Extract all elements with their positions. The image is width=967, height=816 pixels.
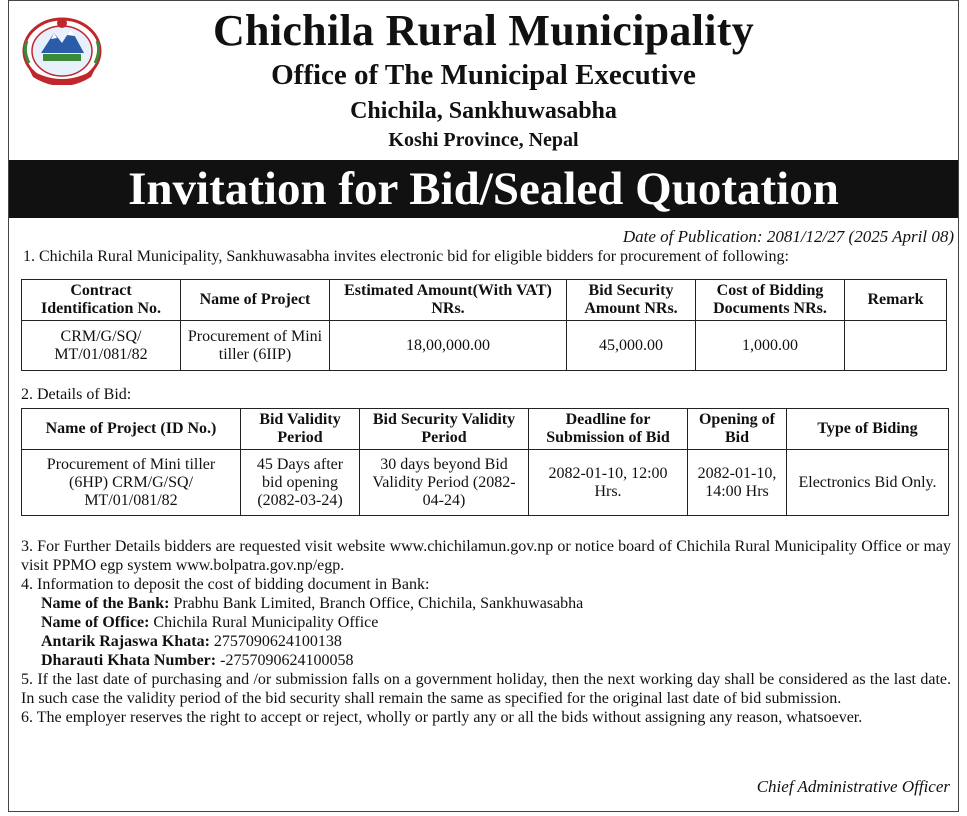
holiday-clause: 5. If the last date of purchasing and /or submission falls on a government holiday, then the next working day shall be considered as the last date. In such case the validity period of the bid security shall remain the same as specified for the original last date of bid submission.	[21, 671, 951, 707]
table-cell: 2082-01-10, 12:00 Hrs.	[529, 450, 688, 516]
dharauti-khata-line	[21, 651, 951, 670]
office-title: Office of The Municipal Executive	[271, 59, 696, 91]
table-header-cell: Bid Security Validity Period	[360, 409, 529, 450]
table-header-cell: Cost of Bidding Documents NRs.	[696, 280, 845, 321]
employer-rights-clause: 6. The employer reserves the right to accept or reject, wholly or partly any or all the bids without assigning any reason, whatsoever.	[21, 709, 863, 726]
details-label: 2. Details of Bid:	[21, 386, 132, 403]
table-cell: 2082-01-10, 14:00 Hrs	[688, 450, 787, 516]
table-row	[22, 450, 949, 516]
table-header-cell: Name of Project (ID No.)	[22, 409, 241, 450]
province-line: Koshi Province, Nepal	[388, 129, 579, 151]
notice-header	[9, 1, 958, 159]
notice-page	[8, 0, 959, 812]
table-header-cell: Remark	[845, 280, 947, 321]
notice-body	[21, 537, 951, 727]
office-name-value: Chichila Rural Municipality Office	[149, 614, 379, 631]
table-row	[22, 321, 947, 371]
table-cell: 1,000.00	[696, 321, 845, 371]
bank-name-value: Prabhu Bank Limited, Branch Office, Chichila, Sankhuwasabha	[169, 595, 584, 612]
table-header-cell: Bid Validity Period	[241, 409, 360, 450]
table-header-cell: Contract Identification No.	[22, 280, 181, 321]
intro-paragraph: 1. Chichila Rural Municipality, Sankhuwasabha invites electronic bid for eligible bidders for procurement of following:	[23, 248, 789, 265]
bank-info-intro: 4. Information to deposit the cost of bidding document in Bank:	[21, 576, 430, 593]
table-header-cell: Estimated Amount(With VAT) NRs.	[330, 280, 567, 321]
table-header-row	[22, 280, 947, 321]
antarik-khata-label: Antarik Rajaswa Khata:	[41, 633, 210, 650]
signature-line: Chief Administrative Officer	[756, 777, 950, 796]
table-cell: Procurement of Mini tiller (6IIP)	[181, 321, 330, 371]
bank-name-label: Name of the Bank:	[41, 595, 170, 612]
table-header-cell: Type of Biding	[787, 409, 949, 450]
dharauti-khata-label: Dharauti Khata Number:	[41, 652, 217, 669]
table-cell: 18,00,000.00	[330, 321, 567, 371]
antarik-khata-line	[21, 632, 951, 651]
invitation-banner: Invitation for Bid/Sealed Quotation	[9, 160, 958, 218]
table-header-cell: Name of Project	[181, 280, 330, 321]
table-cell	[845, 321, 947, 371]
bank-name-line	[21, 594, 951, 613]
table-cell: Procurement of Mini tiller (6HP) CRM/G/SQ/ MT/01/081/82	[22, 450, 241, 516]
office-name-label: Name of Office:	[41, 614, 150, 631]
publication-date: Date of Publication: 2081/12/27 (2025 April 08)	[622, 227, 954, 246]
municipality-title: Chichila Rural Municipality	[212, 6, 755, 55]
location-line: Chichila, Sankhuwasabha	[350, 98, 617, 124]
table-header-cell: Deadline for Submission of Bid	[529, 409, 688, 450]
table-cell: 30 days beyond Bid Validity Period (2082-04-24)	[360, 450, 529, 516]
table-cell: 45,000.00	[567, 321, 696, 371]
antarik-khata-value: 2757090624100138	[209, 633, 342, 650]
further-details-item: 3. For Further Details bidders are requested visit website www.chichilamun.gov.np or notice board of Chichila Rural Municipality Office or may visit PPMO egp system www.bolpatra.gov.np/egp.	[21, 538, 951, 574]
table-cell: Electronics Bid Only.	[787, 450, 949, 516]
table-header-cell: Opening of Bid	[688, 409, 787, 450]
procurement-table	[21, 279, 947, 371]
table-cell: CRM/G/SQ/ MT/01/081/82	[22, 321, 181, 371]
table-cell: 45 Days after bid opening (2082-03-24)	[241, 450, 360, 516]
office-name-line	[21, 613, 951, 632]
bid-details-table	[21, 408, 949, 516]
table-header-cell: Bid Security Amount NRs.	[567, 280, 696, 321]
dharauti-khata-value: -2757090624100058	[216, 652, 354, 669]
table-header-row	[22, 409, 949, 450]
